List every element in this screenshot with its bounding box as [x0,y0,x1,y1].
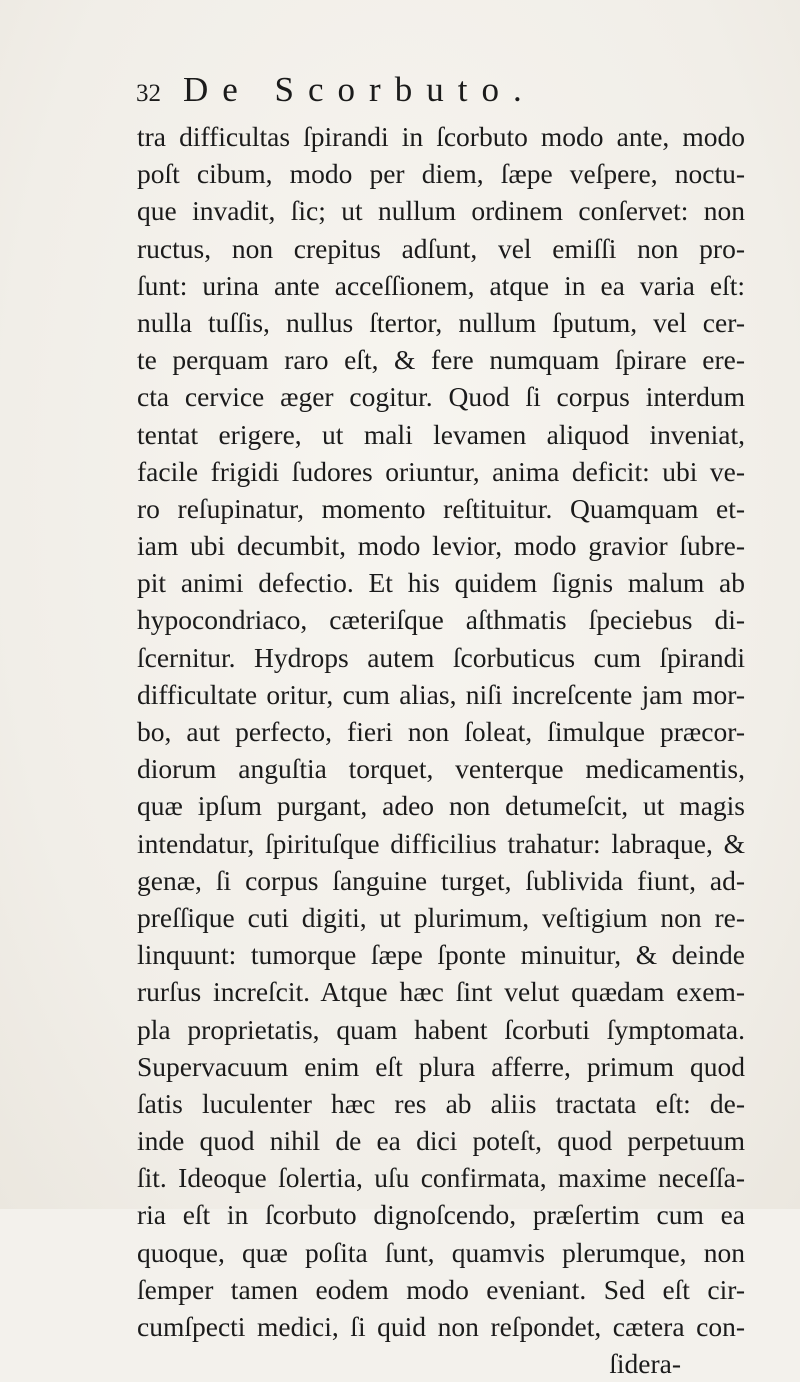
text-line: linquunt: tumorque ſæpe ſponte minuitur, & deinde [137,939,745,971]
text-line: preſſique cuti digiti, ut plurimum, veſtigium non re- [137,901,745,933]
text-line: bo, aut perfecto, fieri non ſoleat, ſimulque præcor- [137,716,745,747]
catchword: ſidera- [609,1348,681,1380]
text-line: hypocondriaco, cæteriſque aſthmatis ſpeciebus di- [137,604,745,636]
text-line: pla proprietatis, quam habent ſcorbuti ſymptomata. [137,1013,745,1045]
text-line: Supervacuum enim eſt plura afferre, primum quod [137,1050,745,1082]
text-line: difficultate oritur, cum alias, niſi increſcente jam mor- [137,678,745,710]
text-line: tra difficultas ſpirandi in ſcorbuto modo ante, modo [137,121,745,152]
text-line: tentat erigere, ut mali levamen aliquod inveniat, [137,418,745,450]
text-line: pit animi defectio. Et his quidem ſignis malum ab [137,567,745,599]
running-head [136,70,736,118]
text-line: ſemper tamen eodem modo eveniant. Sed eſt cir- [137,1273,745,1305]
text-line: diorum anguſtia torquet, venterque medicamentis, [137,753,745,785]
text-line: inde quod nihil de ea dici poteſt, quod perpetuum [137,1125,745,1157]
text-line: que invadit, ſic; ut nullum ordinem conſervet: non [137,195,745,227]
text-line: nulla tuſſis, nullus ſtertor, nullum ſputum, vel cer- [137,306,745,338]
text-line: ria eſt in ſcorbuto dignoſcendo, præſertim cum ea [137,1199,745,1231]
text-line: iam ubi decumbit, modo levior, modo gravior ſubre- [137,530,745,562]
text-line: cta cervice æger cogitur. Quod ſi corpus interdum [137,381,745,413]
text-line: ſunt: urina ante acceſſionem, atque in ea varia eſt: [137,269,745,301]
text-line: ſcernitur. Hydrops autem ſcorbuticus cum ſpirandi [137,641,745,673]
text-line: genæ, ſi corpus ſanguine turget, ſublivida fiunt, ad- [137,864,745,896]
text-line: rurſus increſcit. Atque hæc ſint velut quædam exem- [137,976,745,1008]
text-line: ſatis luculenter hæc res ab aliis tractata eſt: de- [137,1087,745,1119]
text-line: ro reſupinatur, momento reſtituitur. Quamquam et- [137,492,745,524]
text-line: poſt cibum, modo per diem, ſæpe veſpere, noctu- [137,158,745,190]
text-line: facile frigidi ſudores oriuntur, anima deficit: ubi ve- [137,455,745,487]
text-line: te perquam raro eſt, & fere numquam ſpirare ere- [137,344,745,376]
page-number: 32 [136,80,161,107]
text-line: quæ ipſum purgant, adeo non detumeſcit, ut magis [137,790,745,822]
text-line: cumſpecti medici, ſi quid non reſpondet, cætera con- [137,1311,745,1342]
text-line: ructus, non crepitus adſunt, vel emiſſi non pro- [137,232,745,264]
text-line: intendatur, ſpirituſque difficilius trahatur: labraque, & [137,827,745,859]
running-head-title: De Scorbuto. [183,70,536,109]
body-text [137,118,745,1382]
text-line: ſit. Ideoque ſolertia, uſu confirmata, maxime neceſſa- [137,1162,745,1194]
text-line: quoque, quæ poſita ſunt, quamvis plerumque, non [137,1236,745,1268]
